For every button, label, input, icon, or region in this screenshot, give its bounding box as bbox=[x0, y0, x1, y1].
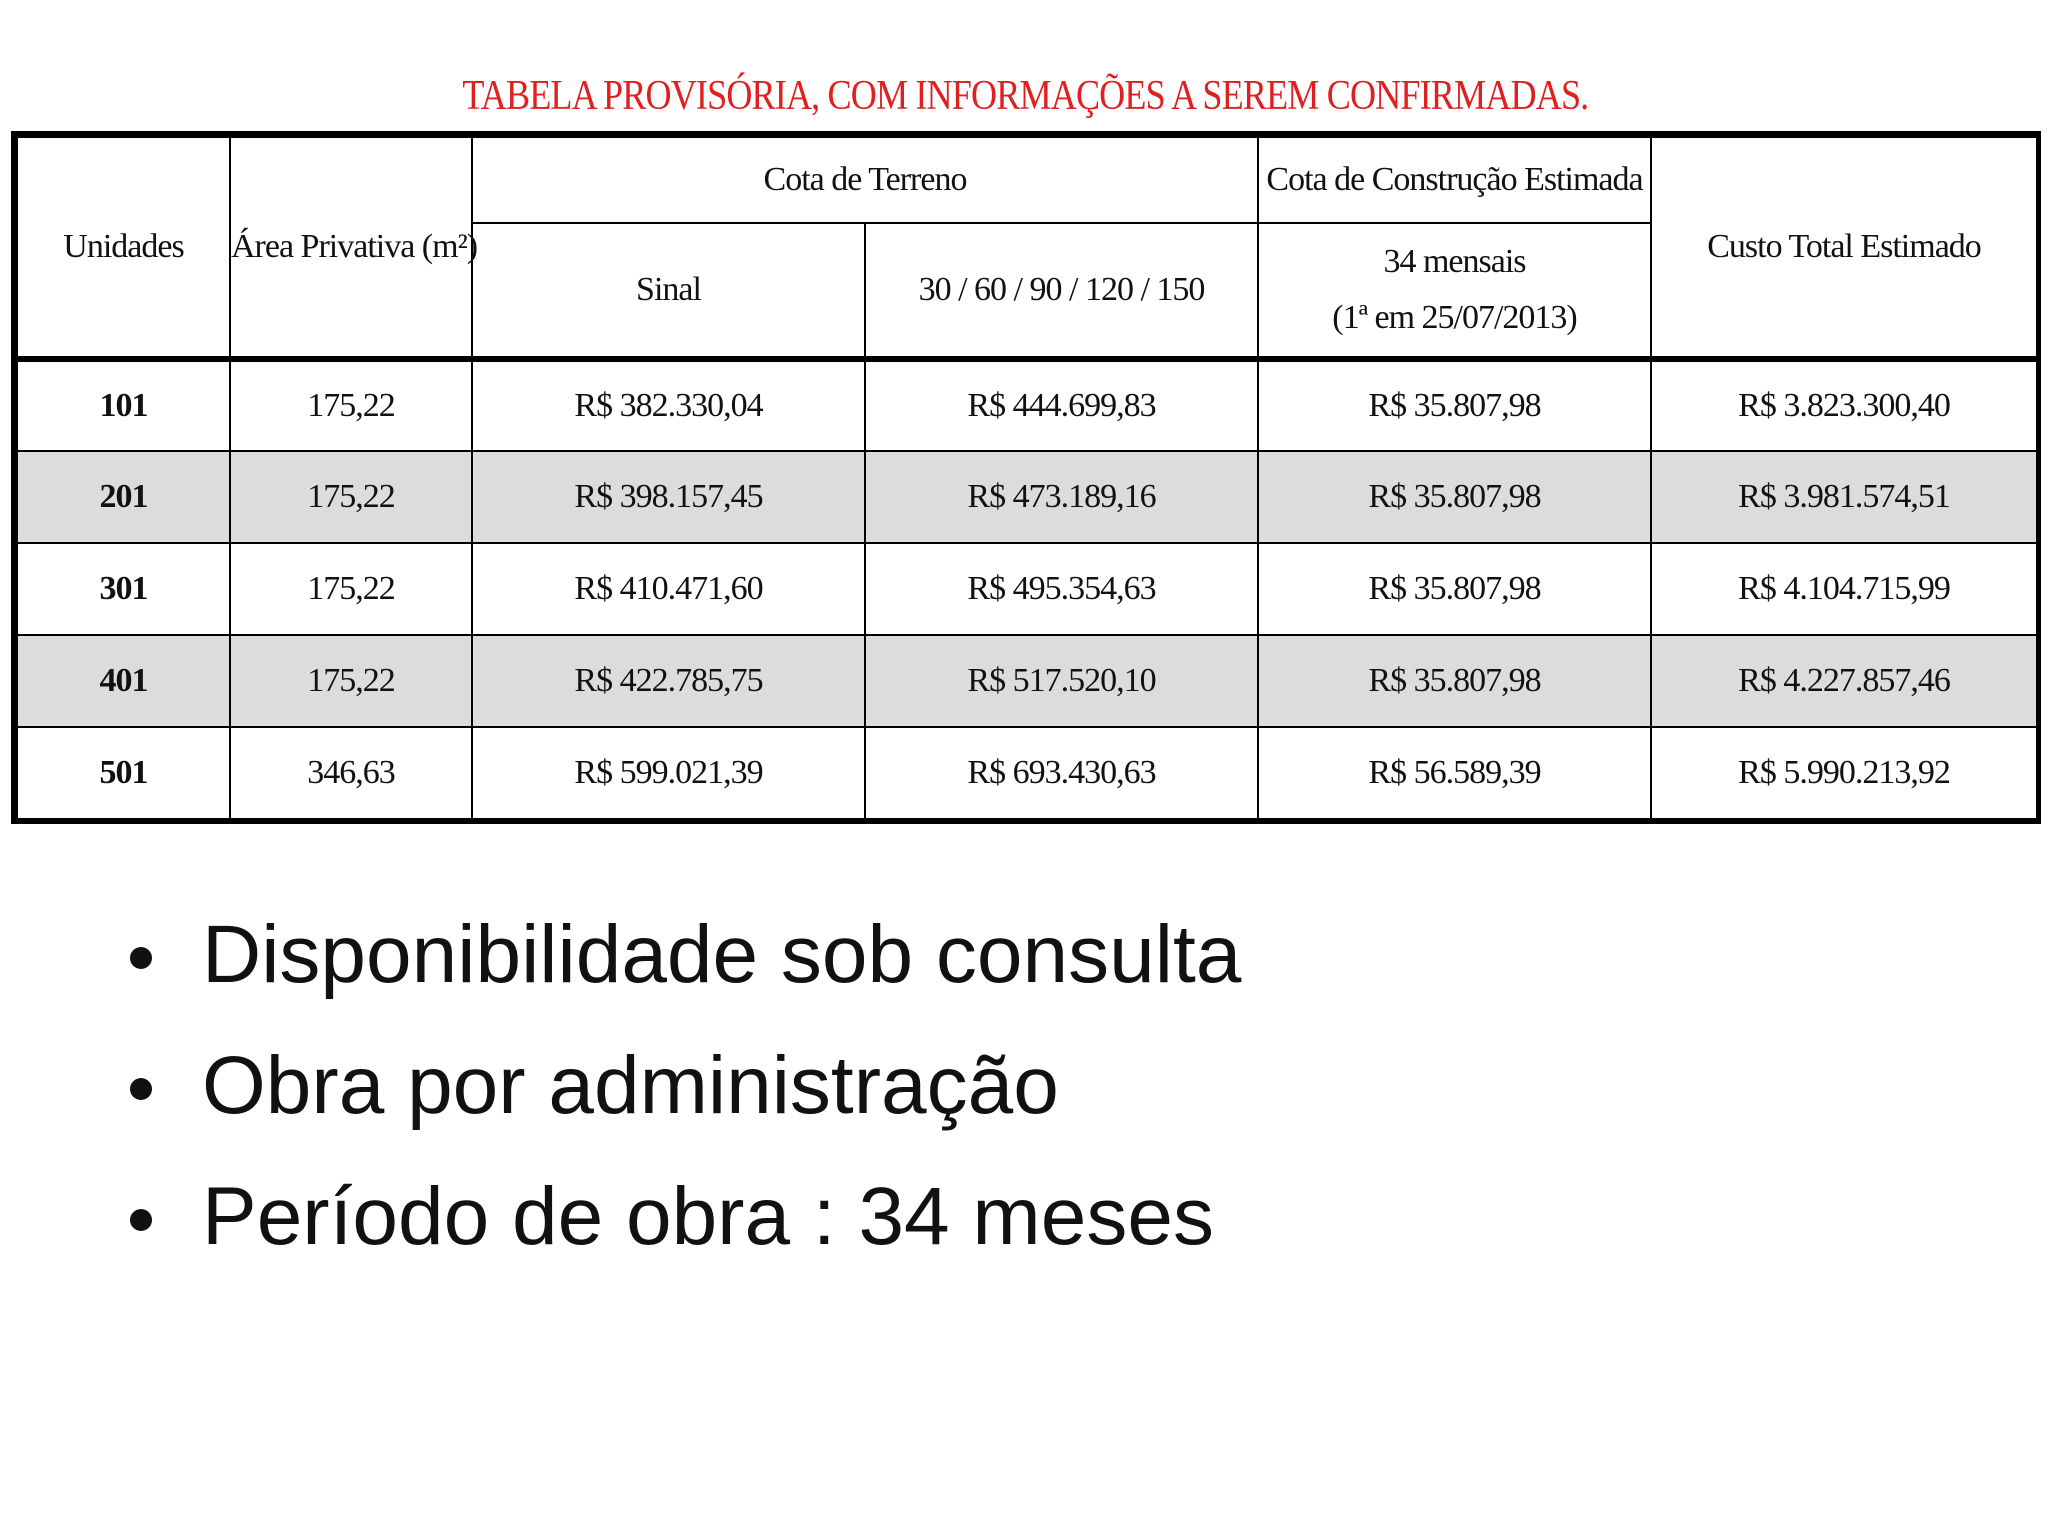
table-row bbox=[17, 543, 2037, 635]
list-item bbox=[122, 1167, 1241, 1298]
header-mensais-line1: 34 mensais bbox=[1383, 243, 1526, 280]
cell-sinal: R$ 398.157,45 bbox=[472, 451, 865, 543]
bullet-dot-icon bbox=[130, 1209, 152, 1231]
price-table-grid bbox=[16, 136, 2038, 820]
cell-unidade: 401 bbox=[17, 635, 230, 727]
header-cota-terreno: Cota de Terreno bbox=[472, 137, 1258, 223]
cell-mensais: R$ 35.807,98 bbox=[1258, 451, 1651, 543]
info-bullet-list bbox=[122, 905, 1241, 1298]
cell-sinal: R$ 410.471,60 bbox=[472, 543, 865, 635]
cell-custo: R$ 4.104.715,99 bbox=[1651, 543, 2037, 635]
cell-unidade: 501 bbox=[17, 727, 230, 819]
header-area-privativa: Área Privativa (m²) bbox=[230, 137, 472, 359]
cell-sinal: R$ 422.785,75 bbox=[472, 635, 865, 727]
cell-custo: R$ 5.990.213,92 bbox=[1651, 727, 2037, 819]
cell-mensais: R$ 35.807,98 bbox=[1258, 543, 1651, 635]
cell-sinal: R$ 382.330,04 bbox=[472, 359, 865, 451]
cell-custo: R$ 4.227.857,46 bbox=[1651, 635, 2037, 727]
bullet-text: Obra por administração bbox=[202, 1040, 1059, 1131]
header-sinal: Sinal bbox=[472, 223, 865, 359]
cell-unidade: 101 bbox=[17, 359, 230, 451]
cell-mensais: R$ 35.807,98 bbox=[1258, 635, 1651, 727]
table-row bbox=[17, 359, 2037, 451]
header-parcelas: 30 / 60 / 90 / 120 / 150 bbox=[865, 223, 1258, 359]
table-row bbox=[17, 727, 2037, 819]
cell-area: 175,22 bbox=[230, 543, 472, 635]
cell-area: 175,22 bbox=[230, 451, 472, 543]
cell-unidade: 201 bbox=[17, 451, 230, 543]
cell-sinal: R$ 599.021,39 bbox=[472, 727, 865, 819]
header-mensais-line2: (1ª em 25/07/2013) bbox=[1332, 299, 1577, 336]
table-row bbox=[17, 451, 2037, 543]
cell-parcelas: R$ 495.354,63 bbox=[865, 543, 1258, 635]
header-custo-total: Custo Total Estimado bbox=[1651, 137, 2037, 359]
cell-custo: R$ 3.823.300,40 bbox=[1651, 359, 2037, 451]
bullet-text: Período de obra : 34 meses bbox=[202, 1171, 1214, 1262]
bullet-dot-icon bbox=[130, 947, 152, 969]
cell-area: 175,22 bbox=[230, 359, 472, 451]
bullet-text: Disponibilidade sob consulta bbox=[202, 909, 1242, 1000]
cell-area: 346,63 bbox=[230, 727, 472, 819]
table-row bbox=[17, 635, 2037, 727]
cell-custo: R$ 3.981.574,51 bbox=[1651, 451, 2037, 543]
price-table bbox=[11, 131, 2041, 824]
list-item bbox=[122, 905, 1241, 1036]
cell-parcelas: R$ 517.520,10 bbox=[865, 635, 1258, 727]
cell-parcelas: R$ 473.189,16 bbox=[865, 451, 1258, 543]
list-item bbox=[122, 1036, 1241, 1167]
header-mensais bbox=[1258, 223, 1651, 359]
cell-unidade: 301 bbox=[17, 543, 230, 635]
provisional-table-notice: TABELA PROVISÓRIA, COM INFORMAÇÕES A SEREM CONFIRMADAS. bbox=[462, 73, 1589, 119]
cell-mensais: R$ 56.589,39 bbox=[1258, 727, 1651, 819]
header-unidades: Unidades bbox=[17, 137, 230, 359]
bullet-dot-icon bbox=[130, 1078, 152, 1100]
cell-area: 175,22 bbox=[230, 635, 472, 727]
cell-parcelas: R$ 693.430,63 bbox=[865, 727, 1258, 819]
cell-mensais: R$ 35.807,98 bbox=[1258, 359, 1651, 451]
header-cota-construcao: Cota de Construção Estimada bbox=[1258, 137, 1651, 223]
cell-parcelas: R$ 444.699,83 bbox=[865, 359, 1258, 451]
